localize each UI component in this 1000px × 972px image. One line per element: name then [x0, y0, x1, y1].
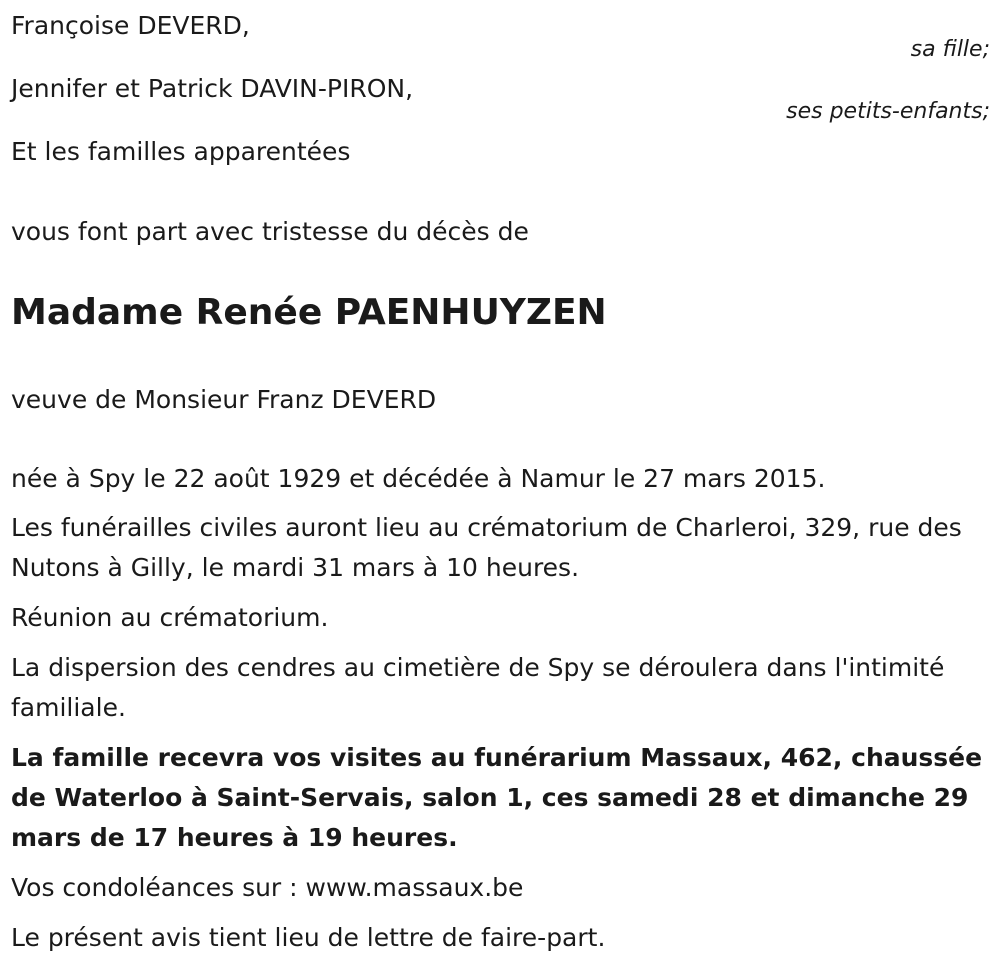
- spouse-line: veuve de Monsieur Franz DEVERD: [11, 385, 437, 414]
- condolences-line: Vos condoléances sur : www.massaux.be: [11, 873, 524, 902]
- funeral-paragraph: Les funérailles civiles auront lieu au crématorium de Charleroi, 329, rue des Nutons à Gilly, le mardi 31 mars à 10 heures.: [11, 513, 962, 582]
- daughter-name: Françoise DEVERD,: [11, 11, 250, 40]
- announcement-line: vous font part avec tristesse du décès de: [11, 217, 529, 246]
- gathering-line: Réunion au crématorium.: [11, 603, 329, 632]
- daughter-role: sa fille;: [910, 37, 990, 62]
- grandchildren-role: ses petits-enfants;: [786, 99, 990, 124]
- relatives-line: Et les familles apparentées: [11, 137, 351, 166]
- grandchildren-names: Jennifer et Patrick DAVIN-PIRON,: [11, 74, 414, 103]
- notice-line: Le présent avis tient lieu de lettre de faire-part.: [11, 923, 606, 952]
- deceased-name: Madame Renée PAENHUYZEN: [11, 292, 607, 333]
- birth-death-line: née à Spy le 22 août 1929 et décédée à Namur le 27 mars 2015.: [11, 464, 826, 493]
- visits-paragraph: La famille recevra vos visites au funérarium Massaux, 462, chaussée de Waterloo à Saint-Servais, salon 1, ces samedi 28 et dimanche 29 mars de 17 heures à 19 heures.: [11, 743, 983, 852]
- ashes-paragraph: La dispersion des cendres au cimetière de Spy se déroulera dans l'intimité familiale.: [11, 653, 945, 722]
